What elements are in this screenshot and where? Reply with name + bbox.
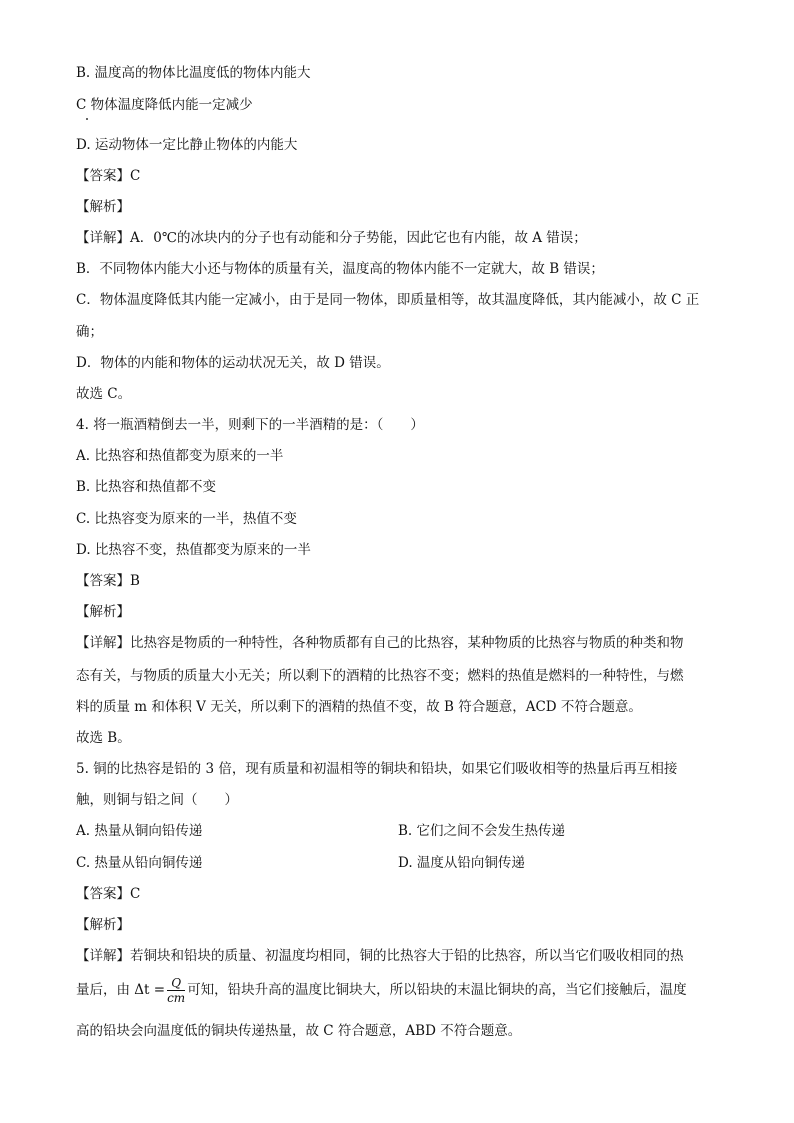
- formula-line: [76, 974, 687, 1006]
- option-b: B. 比热容和热值都不变: [76, 479, 217, 495]
- fraction-denominator: cm: [167, 991, 186, 1005]
- formula-before: 量后，由 Δt =: [76, 982, 166, 998]
- detail-line: D．物体的内能和物体的运动状况无关，故 D 错误。: [76, 355, 390, 371]
- detail-line: 料的质量 m 和体积 V 无关，所以剩下的酒精的热值不变，故 B 符合题意，ACD 不符合题意。: [76, 699, 642, 715]
- option-a: A. 比热容和热值都变为原来的一半: [76, 448, 284, 464]
- detail-line: 【详解】A．0℃的冰块内的分子也有动能和分子势能，因此它也有内能，故 A 错误；: [76, 230, 587, 246]
- question-5: 5. 铜的比热容是铅的 3 倍，现有质量和初温相等的铜块和铅块，如果它们吸收相等的热量后再互相接: [76, 761, 678, 777]
- fraction: [167, 976, 185, 1005]
- stray-dot: [86, 118, 88, 120]
- formula-after: 可知，铅块升高的温度比铜块大，所以铅块的末温比铜块的高，当它们接触后，温度: [187, 982, 687, 998]
- option-b: B. 它们之间不会发生热传递: [398, 823, 566, 839]
- option-d: D. 运动物体一定比静止物体的内能大: [76, 137, 298, 153]
- detail-line: 【详解】比热容是物质的一种特性，各种物质都有自己的比热容，某种物质的比热容与物质的种类和物: [76, 635, 684, 651]
- option-c: C 物体温度降低内能一定减少: [76, 97, 253, 113]
- detail-line: 高的铅块会向温度低的铜块传递热量，故 C 符合题意，ABD 不符合题意。: [76, 1023, 522, 1039]
- fraction-numerator: Q: [167, 976, 185, 991]
- option-a: A. 热量从铜向铅传递: [76, 823, 203, 839]
- analysis-label: 【解析】: [76, 199, 130, 215]
- answer-label: 【答案】C: [76, 886, 141, 902]
- option-c: C. 热量从铅向铜传递: [76, 855, 203, 871]
- detail-line: B．不同物体内能大小还与物体的质量有关，温度高的物体内能不一定就大，故 B 错误；: [76, 261, 604, 277]
- question-4: 4. 将一瓶酒精倒去一半，则剩下的一半酒精的是：（ ）: [76, 417, 424, 433]
- option-c: C. 比热容变为原来的一半，热值不变: [76, 511, 297, 527]
- detail-line: 【详解】若铜块和铅块的质量、初温度均相同，铜的比热容大于铅的比热容，所以当它们吸收相同的热: [76, 948, 684, 964]
- option-b: B. 温度高的物体比温度低的物体内能大: [76, 65, 311, 81]
- option-d: D. 温度从铅向铜传递: [398, 855, 525, 871]
- detail-line: C．物体温度降低其内能一定减小，由于是同一物体，即质量相等，故其温度降低，其内能减小，故 C 正: [76, 292, 700, 308]
- conclusion-line: 故选 C。: [76, 386, 132, 402]
- detail-line: 态有关，与物质的质量大小无关；所以剩下的酒精的比热容不变；燃料的热值是燃料的一种特性，与燃: [76, 668, 684, 684]
- analysis-label: 【解析】: [76, 604, 130, 620]
- answer-label: 【答案】B: [76, 573, 140, 589]
- analysis-label: 【解析】: [76, 917, 130, 933]
- detail-line: 确；: [76, 324, 103, 340]
- answer-label: 【答案】C: [76, 168, 141, 184]
- conclusion-line: 故选 B。: [76, 730, 131, 746]
- option-d: D. 比热容不变，热值都变为原来的一半: [76, 542, 311, 558]
- question-5-cont: 触，则铜与铅之间（ ）: [76, 792, 238, 808]
